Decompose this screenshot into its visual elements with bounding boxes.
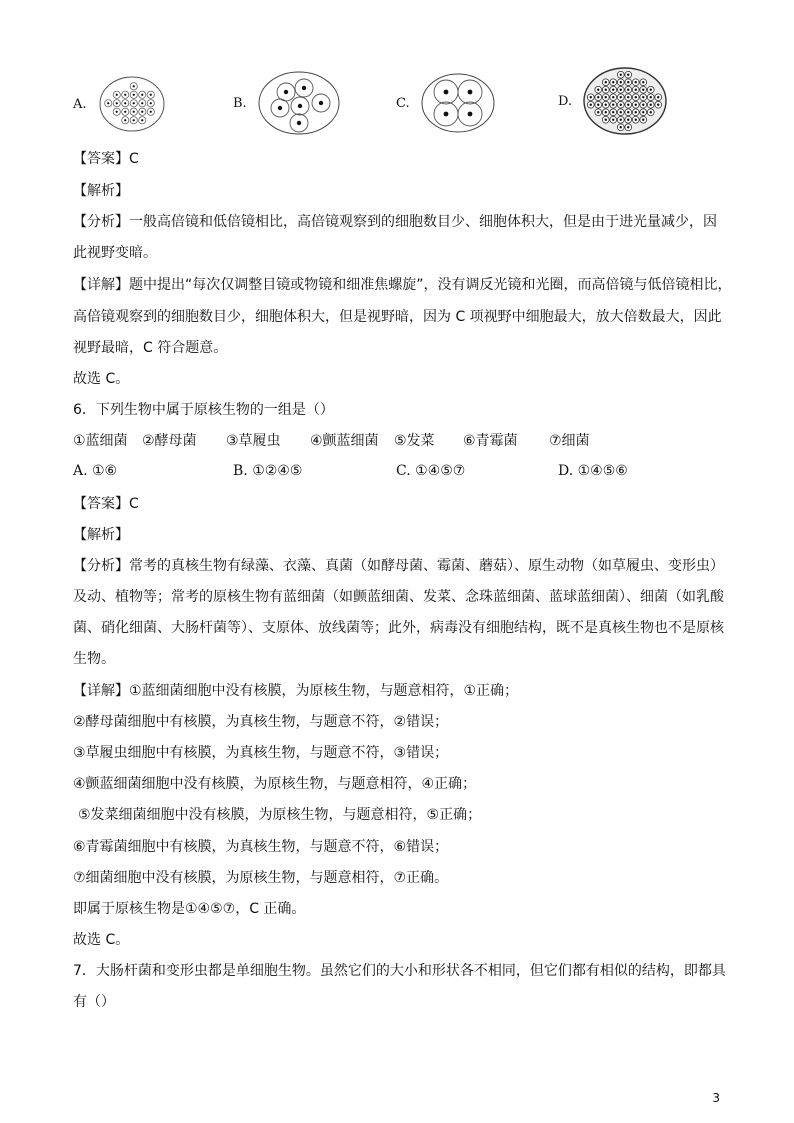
cell-nucleus [627,104,629,106]
five-cells-circle-icon [257,70,341,136]
cell-nucleus [627,89,629,91]
cell-nucleus [107,102,109,104]
q6-choice-c: C. ①④⑤⑦ [396,463,466,479]
cell-nucleus [642,119,644,121]
q6-item-1: ①蓝细菌 [73,433,128,449]
q6-analysis-heading: 【解析】 [73,527,129,543]
option-letter: A. [73,96,87,112]
cell-nucleus [141,111,143,113]
cell-nucleus [620,126,622,128]
q6-item-4: ④颤蓝细菌 [310,433,379,449]
cell-nucleus [605,104,607,106]
cell-nucleus [141,119,143,121]
cell-nucleus [597,96,599,98]
q6-choice-b: B. ①②④⑤ [233,463,303,479]
figure-options-row [0,70,794,136]
q6-detail-line-7: ⑦细菌细胞中没有核膜，为原核生物，与题意相符，⑦正确。 [73,870,449,886]
cell-nucleus [657,104,659,106]
cell-nucleus [612,96,614,98]
q6-analysis-line-1: 【分析】常考的真核生物有绿藻、衣藻、真菌（如酵母菌、霉菌、蘑菇）、原生动物（如草履虫、变形虫） [73,558,724,574]
cell-nucleus [132,94,134,96]
cell-nucleus [132,119,134,121]
q6-analysis-line-3: 菌、硝化细菌、大肠杆菌等）、支原体、放线菌等；此外，病毒没有细胞结构，既不是真核生物也不是原核 [73,620,724,636]
cell-nucleus [124,102,126,104]
q6-question: 6．下列生物中属于原核生物的一组是（） [73,402,334,418]
q6-analysis-line-2: 及动、植物等；常考的原核生物有蓝细菌（如颤蓝细菌、发菜、念珠蓝细菌、蓝球蓝细菌）、细菌（如乳酸 [73,589,724,605]
cell-nucleus [642,81,644,83]
cell-nucleus [132,111,134,113]
q6-item-6: ⑥青霉菌 [463,433,518,449]
many-small-cells-circle-icon [97,74,167,134]
cell-nucleus [612,104,614,106]
option-letter: B. [233,95,247,111]
cell-nucleus [115,94,117,96]
cell-nucleus [642,104,644,106]
cell-nucleus [620,104,622,106]
four-large-cells-circle-icon [420,72,496,134]
cell-nucleus [642,89,644,91]
q6-choice-a: A. ①⑥ [73,463,118,479]
q6-analysis-line-4: 生物。 [73,651,115,667]
cell-nucleus [627,119,629,121]
q6-detail-line-1: 【详解】①蓝细菌细胞中没有核膜，为原核生物，与题意相符，①正确； [73,683,519,699]
cell-nucleus [620,81,622,83]
cell-nucleus [149,111,151,113]
q6-detail-line-2: ②酵母菌细胞中有核膜，为真核生物，与题意不符，②错误； [73,714,449,730]
cell-nucleus [642,96,644,98]
q5-detail-line-1: 【详解】题中提出“每次仅调整目镜或物镜和细准焦螺旋”，没有调反光镜和光圈，而高倍镜与低倍镜相比， [73,277,732,293]
cell-nucleus [657,96,659,98]
q5-answer: 【答案】C [73,151,139,167]
q7-question-line-2: 有（） [73,994,115,1010]
cell-nucleus [124,94,126,96]
cell-nucleus [149,102,151,104]
cell-nucleus [612,119,614,121]
cell-nucleus [620,119,622,121]
cell-nucleus [627,74,629,76]
cell-nucleus [597,111,599,113]
cell-nucleus [612,111,614,113]
q6-detail-line-6: ⑥青霉菌细胞中有核膜，为真核生物，与题意不符，⑥错误； [73,839,449,855]
cell-nucleus [635,96,637,98]
q6-answer: 【答案】C [73,496,139,512]
page-number: 3 [712,1091,720,1105]
cell-nucleus [627,126,629,128]
cell-nucleus [605,89,607,91]
figure-option-d [558,66,668,136]
cell-nucleus [620,111,622,113]
figure-option-b [233,70,341,136]
q6-item-2: ②酵母菌 [142,433,197,449]
option-letter: C. [396,95,410,111]
cell-nucleus [635,89,637,91]
cell-nucleus [605,119,607,121]
cell-nucleus [650,96,652,98]
q5-analysis-heading: 【解析】 [73,183,129,199]
cell-nucleus [612,81,614,83]
figure-option-c [396,72,496,134]
cell-nucleus [115,102,117,104]
cell-nucleus [650,111,652,113]
cell-nucleus [597,89,599,91]
cell-nucleus [605,111,607,113]
crowded-cells-circle-icon [582,66,668,136]
q6-detail-line-5: ⑤发菜细菌细胞中没有核膜，为原核生物，与题意相符，⑤正确； [78,807,482,823]
cell-nucleus [149,94,151,96]
cell-nucleus [620,89,622,91]
cell-nucleus [597,104,599,106]
figure-option-a [73,74,167,134]
cell-nucleus [620,74,622,76]
cell-nucleus [590,104,592,106]
q6-detail-line-3: ③草履虫细胞中有核膜，为真核生物，与题意不符，③错误； [73,745,449,761]
cell-nucleus [627,96,629,98]
cell-nucleus [635,81,637,83]
cell-nucleus [605,96,607,98]
q5-analysis-line-1: 【分析】一般高倍镜和低倍镜相比，高倍镜观察到的细胞数目少、细胞体积大，但是由于进光量减少，因 [73,214,717,230]
cell-nucleus [650,104,652,106]
cell-nucleus [124,119,126,121]
cell-nucleus [635,111,637,113]
q6-detail-line-4: ④颤蓝细菌细胞中没有核膜，为原核生物，与题意相符，④正确； [73,776,477,792]
cell-nucleus [590,96,592,98]
cell-nucleus [650,89,652,91]
cell-nucleus [612,89,614,91]
q6-item-5: ⑤发菜 [394,433,435,449]
q6-conclusion: 故选 C。 [73,932,130,948]
q5-detail-line-2: 高倍镜观察到的细胞数目少，细胞体积大，但是视野暗，因为 C 项视野中细胞最大，放大倍数最大，因此 [73,309,722,325]
cell-nucleus [620,96,622,98]
q6-item-3: ③草履虫 [226,433,281,449]
cell-nucleus [141,102,143,104]
cell-nucleus [627,81,629,83]
cell-nucleus [115,111,117,113]
q5-detail-line-3: 视野最暗，C 符合题意。 [73,340,228,356]
cell-nucleus [635,104,637,106]
q5-analysis-line-2: 此视野变暗。 [73,245,157,261]
q6-choice-d: D. ①④⑤⑥ [558,463,628,479]
q6-summary: 即属于原核生物是①④⑤⑦，C 正确。 [73,901,306,917]
cell-nucleus [627,111,629,113]
cell-nucleus [642,111,644,113]
cell-nucleus [124,111,126,113]
q7-question-line-1: 7．大肠杆菌和变形虫都是单细胞生物。虽然它们的大小和形状各不相同，但它们都有相似的结构，即都具 [73,963,726,979]
q6-item-7: ⑦细菌 [549,433,590,449]
cell-nucleus [605,81,607,83]
q5-conclusion: 故选 C。 [73,371,130,387]
option-letter: D. [558,93,573,109]
cell-nucleus [141,94,143,96]
cell-nucleus [132,102,134,104]
cell-nucleus [635,119,637,121]
cell-nucleus [132,85,134,87]
